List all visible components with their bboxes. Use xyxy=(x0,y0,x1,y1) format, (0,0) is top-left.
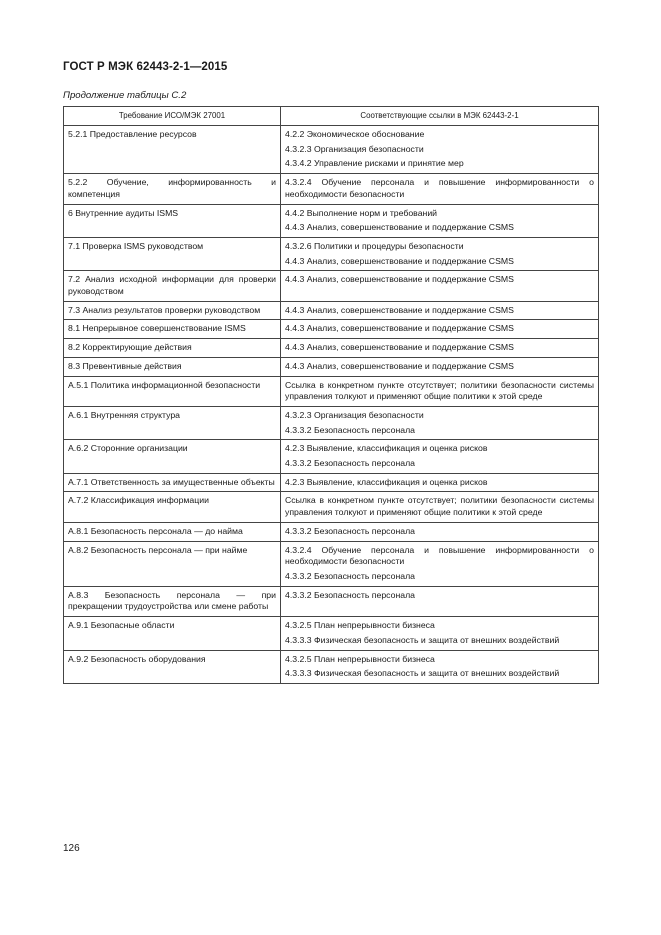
references-cell xyxy=(281,320,599,339)
references-cell xyxy=(281,376,599,406)
column-header-iso27001: Требование ИСО/МЭК 27001 xyxy=(64,107,281,126)
reference-item: 4.3.3.2 Безопасность персонала xyxy=(285,570,415,581)
page-number: 126 xyxy=(63,843,80,854)
table-row xyxy=(64,174,599,204)
references-cell xyxy=(281,522,599,541)
reference-item: 4.2.2 Экономическое обоснование xyxy=(285,129,425,139)
table-row xyxy=(64,473,599,492)
requirement-cell: A.6.1 Внутренняя структура xyxy=(64,406,281,439)
reference-item: 4.3.2.5 План непрерывности бизнеса xyxy=(285,653,435,664)
references-cell xyxy=(281,473,599,492)
references-cell xyxy=(281,541,599,586)
reference-item: 4.3.3.3 Физическая безопасность и защита от внешних воздействий xyxy=(285,668,560,679)
requirement-cell: A.7.2 Классификация информации xyxy=(64,492,281,522)
requirement-cell: A.8.2 Безопасность персонала — при найме xyxy=(64,541,281,586)
references-cell xyxy=(281,406,599,439)
requirement-cell: A.8.3 Безопасность персонала — при прекращении трудоустройства или смене работы xyxy=(64,586,281,616)
requirement-cell: A.8.1 Безопасность персонала — до найма xyxy=(64,522,281,541)
reference-item: 4.4.3 Анализ, совершенствование и поддержание CSMS xyxy=(285,304,514,315)
references-cell xyxy=(281,237,599,270)
references-cell xyxy=(281,357,599,376)
table-row xyxy=(64,617,599,650)
requirement-cell: 7.3 Анализ результатов проверки руководством xyxy=(64,301,281,320)
table-row xyxy=(64,406,599,439)
table-row xyxy=(64,204,599,237)
requirement-cell: 7.1 Проверка ISMS руководством xyxy=(64,237,281,270)
requirement-cell: A.9.1 Безопасные области xyxy=(64,617,281,650)
references-cell xyxy=(281,271,599,301)
requirement-cell: 6 Внутренние аудиты ISMS xyxy=(64,204,281,237)
references-cell xyxy=(281,440,599,473)
requirement-cell: 8.3 Превентивные действия xyxy=(64,357,281,376)
reference-item: 4.3.2.3 Организация безопасности xyxy=(285,409,424,420)
table-row xyxy=(64,541,599,586)
reference-item: 4.4.3 Анализ, совершенствование и поддержание CSMS xyxy=(285,323,514,334)
requirement-cell: A.5.1 Политика информационной безопасности xyxy=(64,376,281,406)
table-row xyxy=(64,320,599,339)
table-caption: Продолжение таблицы С.2 xyxy=(63,90,187,101)
table-row xyxy=(64,126,599,174)
reference-item: 4.3.3.3 Физическая безопасность и защита от внешних воздействий xyxy=(285,634,560,645)
table-row xyxy=(64,271,599,301)
requirement-cell: 7.2 Анализ исходной информации для проверки руководством xyxy=(64,271,281,301)
references-cell xyxy=(281,126,599,174)
table-row xyxy=(64,237,599,270)
table-row xyxy=(64,339,599,358)
column-header-iec62443: Соответствующие ссылки в МЭК 62443-2-1 xyxy=(281,107,599,126)
references-cell xyxy=(281,301,599,320)
requirement-cell: A.9.2 Безопасность оборудования xyxy=(64,650,281,683)
reference-item: 4.2.3 Выявление, классификация и оценка рисков xyxy=(285,476,488,487)
reference-item: 4.4.3 Анализ, совершенствование и поддержание CSMS xyxy=(285,360,514,371)
reference-item: 4.2.3 Выявление, классификация и оценка рисков xyxy=(285,443,488,454)
requirement-cell: 5.2.1 Предоставление ресурсов xyxy=(64,126,281,174)
references-cell xyxy=(281,617,599,650)
table-row xyxy=(64,301,599,320)
requirement-cell: 8.1 Непрерывное совершенствование ISMS xyxy=(64,320,281,339)
reference-item: Ссылка в конкретном пункте отсутствует; политики безопасности системы управления толкуют и применяют общие политики к этой среде xyxy=(285,379,594,402)
reference-item: 4.4.3 Анализ, совершенствование и поддержание CSMS xyxy=(285,342,514,353)
reference-item: Ссылка в конкретном пункте отсутствует; политики безопасности системы управления толкуют и применяют общие политики к этой среде xyxy=(285,495,594,518)
table-row xyxy=(64,440,599,473)
table-row xyxy=(64,357,599,376)
references-cell xyxy=(281,204,599,237)
reference-item: 4.3.3.2 Безопасность персонала xyxy=(285,589,415,600)
references-cell xyxy=(281,174,599,204)
reference-item: 4.4.2 Выполнение норм и требований xyxy=(285,207,438,218)
reference-item: 4.3.2.4 Обучение персонала и повышение информированности о необходимости безопасности xyxy=(285,544,594,567)
document-title: ГОСТ Р МЭК 62443-2-1—2015 xyxy=(63,61,228,73)
reference-item: 4.3.4.2 Управление рисками и принятие мер xyxy=(285,158,464,169)
table-row xyxy=(64,586,599,616)
mapping-table xyxy=(63,106,599,684)
requirement-cell: 8.2 Корректирующие действия xyxy=(64,339,281,358)
table-header-row xyxy=(64,107,599,126)
references-cell xyxy=(281,339,599,358)
reference-item: 4.3.3.2 Безопасность персонала xyxy=(285,458,415,469)
table-row xyxy=(64,522,599,541)
references-cell xyxy=(281,586,599,616)
requirement-cell: A.6.2 Сторонние организации xyxy=(64,440,281,473)
reference-item: 4.3.2.3 Организация безопасности xyxy=(285,143,424,154)
references-cell xyxy=(281,650,599,683)
requirement-cell: 5.2.2 Обучение, информированность и компетенция xyxy=(64,174,281,204)
reference-item: 4.4.3 Анализ, совершенствование и поддержание CSMS xyxy=(285,255,514,266)
table-row xyxy=(64,650,599,683)
reference-item: 4.4.3 Анализ, совершенствование и поддержание CSMS xyxy=(285,222,514,233)
references-cell xyxy=(281,492,599,522)
table-body xyxy=(64,126,599,684)
reference-item: 4.3.2.5 План непрерывности бизнеса xyxy=(285,620,435,631)
requirement-cell: A.7.1 Ответственность за имущественные объекты xyxy=(64,473,281,492)
reference-item: 4.3.3.2 Безопасность персонала xyxy=(285,525,415,536)
table-row xyxy=(64,376,599,406)
table-row xyxy=(64,492,599,522)
reference-item: 4.3.2.6 Политики и процедуры безопасности xyxy=(285,240,464,251)
reference-item: 4.4.3 Анализ, совершенствование и поддержание CSMS xyxy=(285,274,514,285)
reference-item: 4.3.2.4 Обучение персонала и повышение информированности о необходимости безопасности xyxy=(285,177,594,199)
reference-item: 4.3.3.2 Безопасность персонала xyxy=(285,424,415,435)
